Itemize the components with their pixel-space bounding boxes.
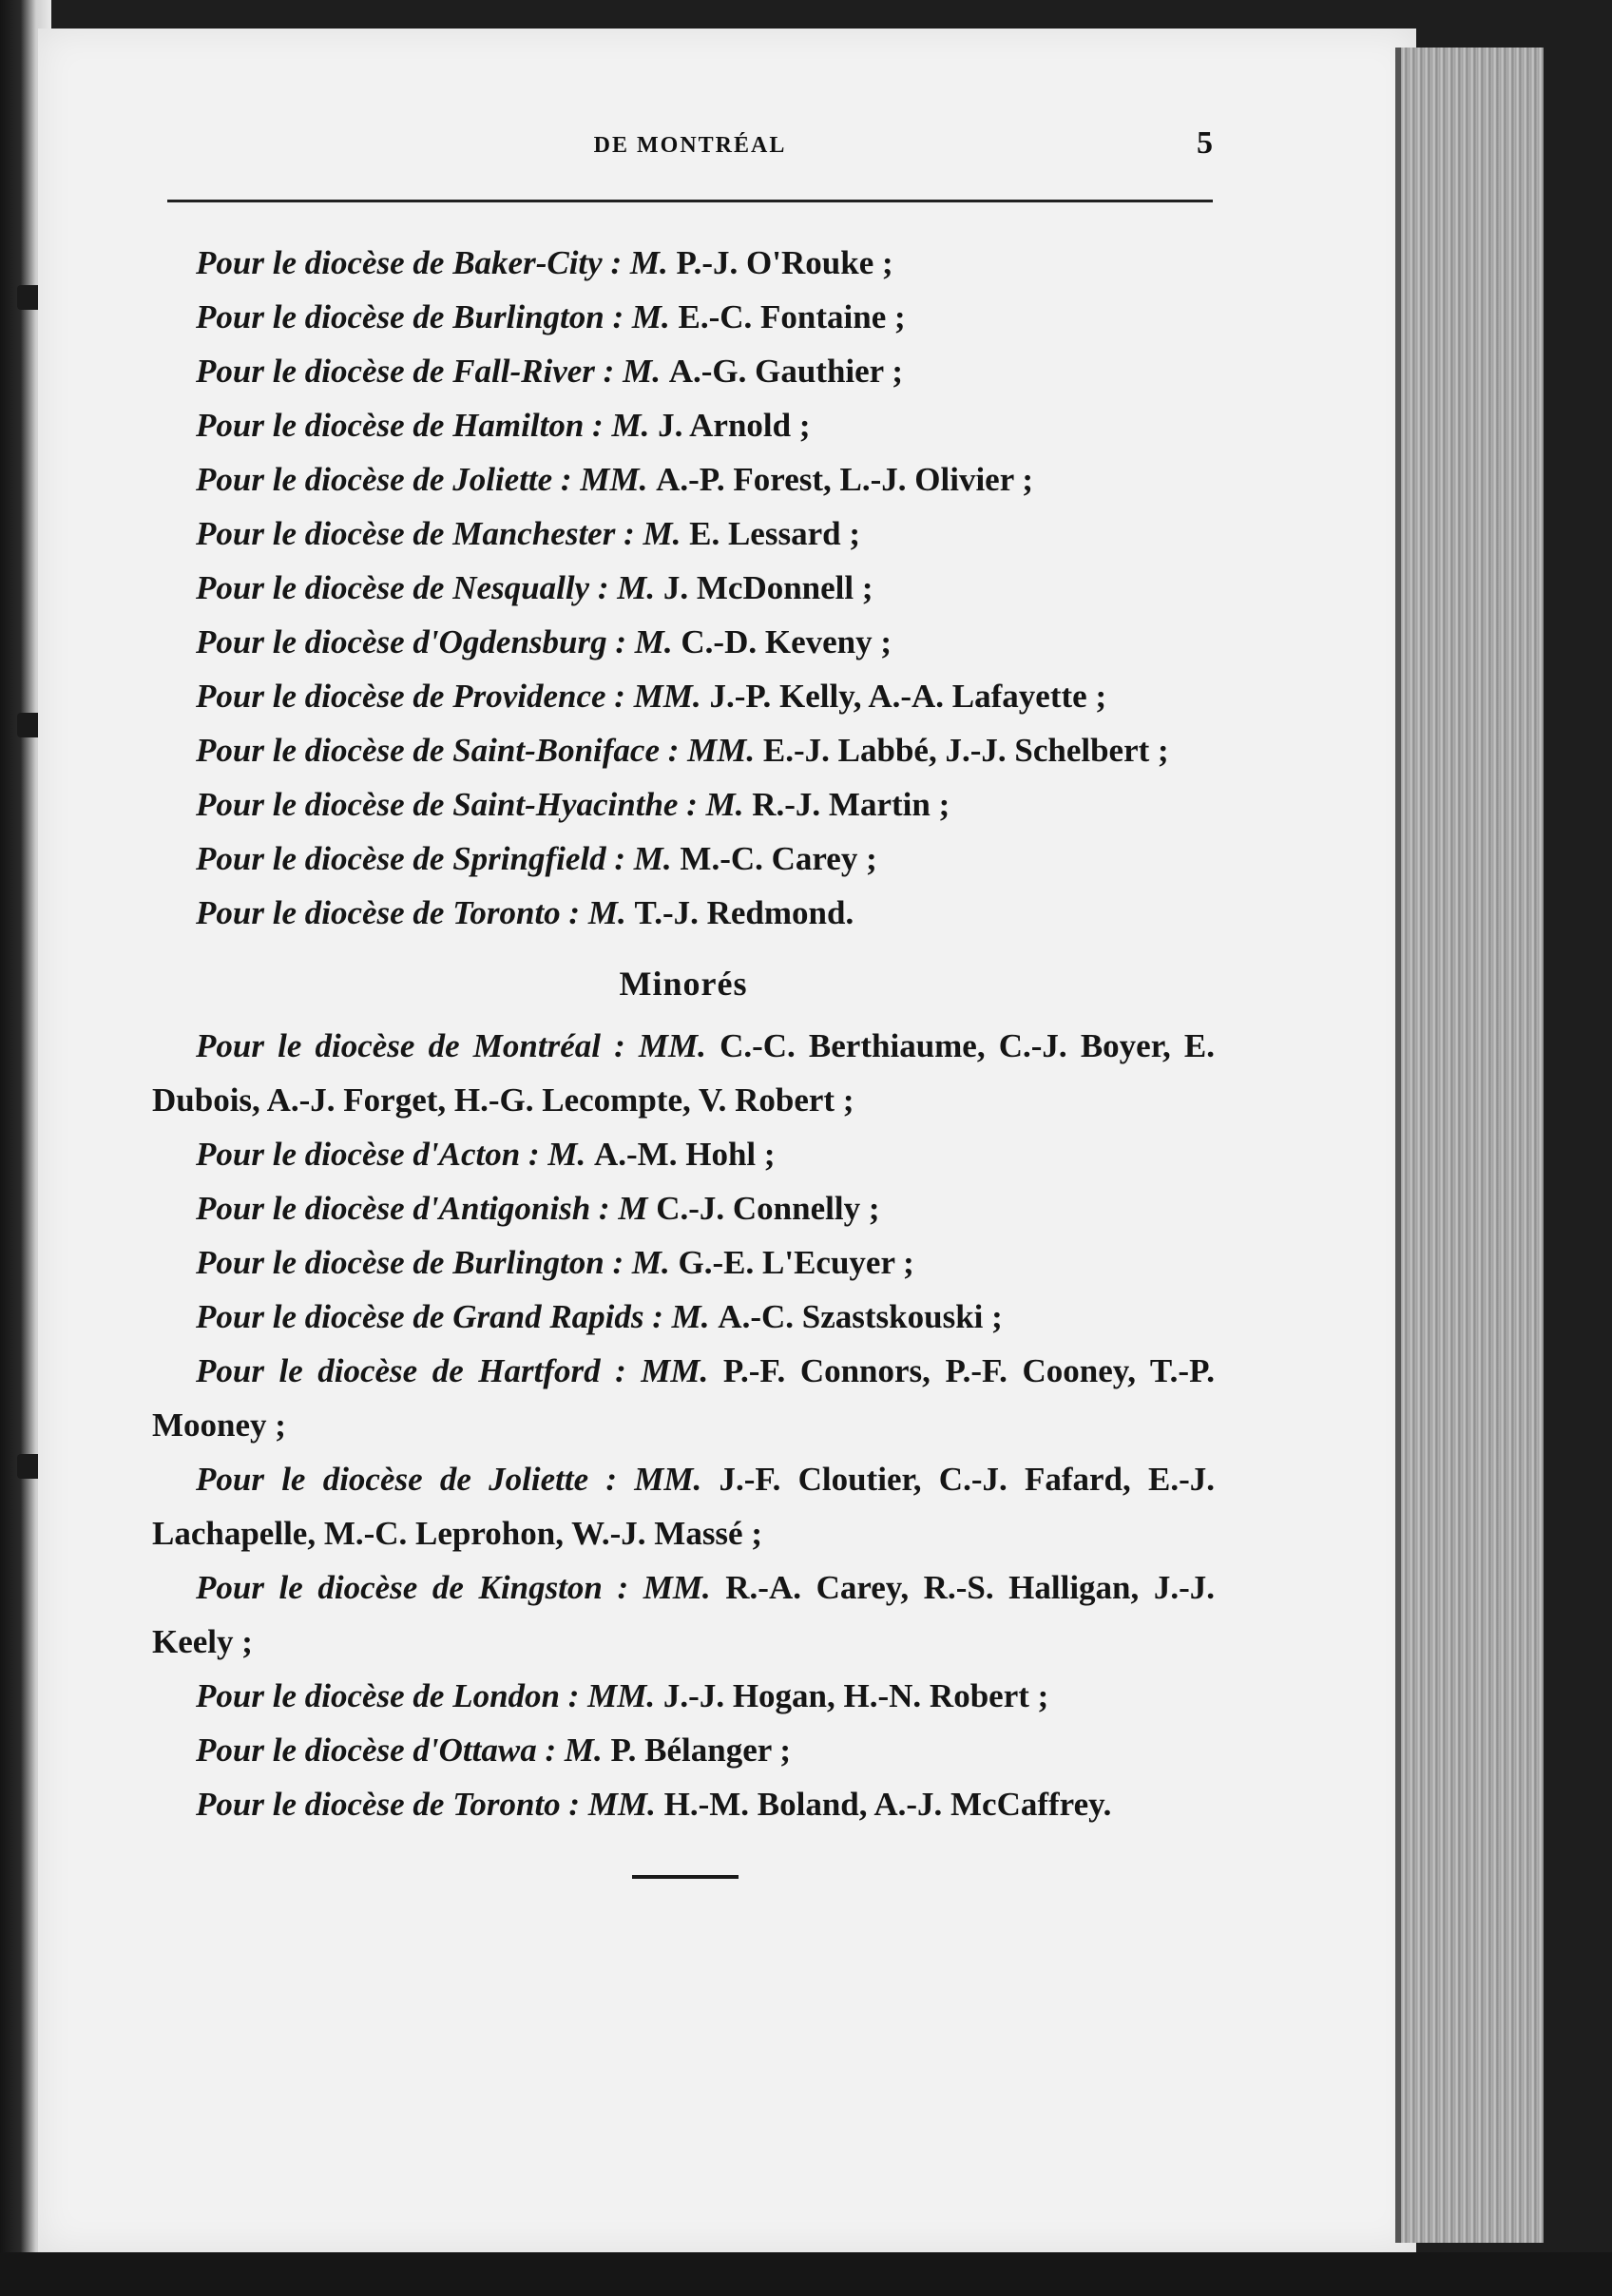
- ordinand-names: R.-J. Martin ;: [752, 786, 950, 823]
- ordinand-names: P. Bélanger ;: [610, 1732, 792, 1769]
- list-entry: [152, 1235, 1215, 1290]
- list-entry: [152, 1777, 1215, 1831]
- ordinand-names: A.-G. Gauthier ;: [668, 353, 903, 390]
- ordinand-names: H.-M. Boland, A.-J. McCaffrey.: [663, 1786, 1112, 1823]
- diocese-label: Pour le diocèse d'Ottawa : M.: [196, 1732, 603, 1769]
- ordinand-names: E.-J. Labbé, J.-J. Schelbert ;: [762, 732, 1169, 769]
- ordination-list: [152, 236, 1215, 940]
- list-entry: [152, 615, 1215, 669]
- diocese-label: Pour le diocèse de Manchester : M.: [196, 515, 681, 552]
- diocese-label: Pour le diocèse de Burlington : M.: [196, 1244, 670, 1281]
- diocese-label: Pour le diocèse de Toronto : M.: [196, 894, 626, 931]
- list-entry: [152, 1019, 1215, 1127]
- ordinand-names: R.-A. Carey, R.-S. Halligan, J.-J. Keely ;: [152, 1569, 1216, 1660]
- ordinand-names: J.-F. Cloutier, C.-J. Fafard, E.-J. Lachapelle, M.-C. Leprohon, W.-J. Massé ;: [152, 1461, 1215, 1552]
- diocese-label: Pour le diocèse de Nesqually : M.: [196, 569, 656, 606]
- minores-list: [152, 1019, 1215, 1831]
- list-entry: [152, 1344, 1215, 1452]
- diocese-label: Pour le diocèse de Grand Rapids : M.: [196, 1298, 710, 1335]
- diocese-label: Pour le diocèse de Saint-Hyacinthe : M.: [196, 786, 744, 823]
- list-entry: [152, 398, 1215, 452]
- diocese-label: Pour le diocèse d'Ogdensburg : M.: [196, 623, 673, 660]
- list-entry: [152, 1560, 1215, 1669]
- list-entry: [152, 1181, 1215, 1235]
- list-entry: [152, 1723, 1215, 1777]
- diocese-label: Pour le diocèse de Burlington : M.: [196, 298, 670, 335]
- ordinand-names: T.-J. Redmond.: [634, 894, 854, 931]
- diocese-label: Pour le diocèse d'Acton : M.: [196, 1136, 586, 1173]
- running-head: [167, 125, 1213, 171]
- header-rule: [167, 200, 1213, 202]
- diocese-label: Pour le diocèse de Joliette : MM.: [196, 1461, 702, 1498]
- ordinand-names: C.-J. Connelly ;: [656, 1190, 880, 1227]
- scan-bottom-edge: [0, 2252, 1612, 2296]
- diocese-label: Pour le diocèse de Springfield : M.: [196, 840, 672, 877]
- ordinand-names: A.-M. Hohl ;: [594, 1136, 776, 1173]
- diocese-label: Pour le diocèse d'Antigonish : M: [196, 1190, 648, 1227]
- ordinand-names: E. Lessard ;: [689, 515, 860, 552]
- diocese-label: Pour le diocèse de Saint-Boniface : MM.: [196, 732, 756, 769]
- ordinand-names: G.-E. L'Ecuyer ;: [678, 1244, 914, 1281]
- ordinand-names: M.-C. Carey ;: [680, 840, 877, 877]
- ordinand-names: A.-C. Szastskouski ;: [718, 1298, 1003, 1335]
- diocese-label: Pour le diocèse de Montréal : MM.: [196, 1027, 706, 1064]
- ordinand-names: A.-P. Forest, L.-J. Olivier ;: [656, 461, 1034, 498]
- diocese-label: Pour le diocèse de Providence : MM.: [196, 678, 701, 715]
- list-entry: [152, 1452, 1215, 1560]
- list-entry: [152, 1127, 1215, 1181]
- diocese-label: Pour le diocèse de Joliette : MM.: [196, 461, 648, 498]
- diocese-label: Pour le diocèse de Baker-City : M.: [196, 244, 668, 281]
- diocese-label: Pour le diocèse de Kingston : MM.: [196, 1569, 711, 1606]
- ordinand-names: E.-C. Fontaine ;: [678, 298, 906, 335]
- list-entry: [152, 886, 1215, 940]
- ordinand-names: C.-C. Berthiaume, C.-J. Boyer, E. Dubois, A.-J. Forget, H.-G. Lecompte, V. Robert ;: [152, 1027, 1216, 1119]
- list-entry: [152, 723, 1215, 777]
- ordinand-names: C.-D. Keveny ;: [681, 623, 892, 660]
- section-title: Minorés: [619, 965, 748, 1003]
- list-entry: [152, 669, 1215, 723]
- list-entry: [152, 777, 1215, 832]
- list-entry: [152, 236, 1215, 290]
- ordinand-names: J.-J. Hogan, H.-N. Robert ;: [662, 1677, 1049, 1714]
- diocese-label: Pour le diocèse de Fall-River : M.: [196, 353, 661, 390]
- running-title: DE MONTRÉAL: [593, 133, 787, 158]
- diocese-label: Pour le diocèse de London : MM.: [196, 1677, 656, 1714]
- list-entry: [152, 290, 1215, 344]
- list-entry: [152, 1290, 1215, 1344]
- end-rule: [632, 1875, 739, 1879]
- list-entry: [152, 507, 1215, 561]
- list-entry: [152, 561, 1215, 615]
- ordinand-names: J. McDonnell ;: [662, 569, 873, 606]
- list-entry: [152, 1669, 1215, 1723]
- ordinand-names: P.-J. O'Rouke ;: [676, 244, 893, 281]
- page-number: 5: [1197, 125, 1213, 161]
- diocese-label: Pour le diocèse de Hamilton : M.: [196, 407, 650, 444]
- ordinand-names: J.-P. Kelly, A.-A. Lafayette ;: [709, 678, 1107, 715]
- list-entry: [152, 344, 1215, 398]
- ordinand-names: P.-F. Connors, P.-F. Cooney, T.-P. Mooney ;: [152, 1352, 1215, 1444]
- list-entry: [152, 832, 1215, 886]
- page-text: [152, 236, 1215, 1879]
- diocese-label: Pour le diocèse de Toronto : MM.: [196, 1786, 656, 1823]
- list-entry: [152, 452, 1215, 507]
- page-edges: [1395, 48, 1544, 2243]
- diocese-label: Pour le diocèse de Hartford : MM.: [196, 1352, 709, 1389]
- ordinand-names: J. Arnold ;: [658, 407, 811, 444]
